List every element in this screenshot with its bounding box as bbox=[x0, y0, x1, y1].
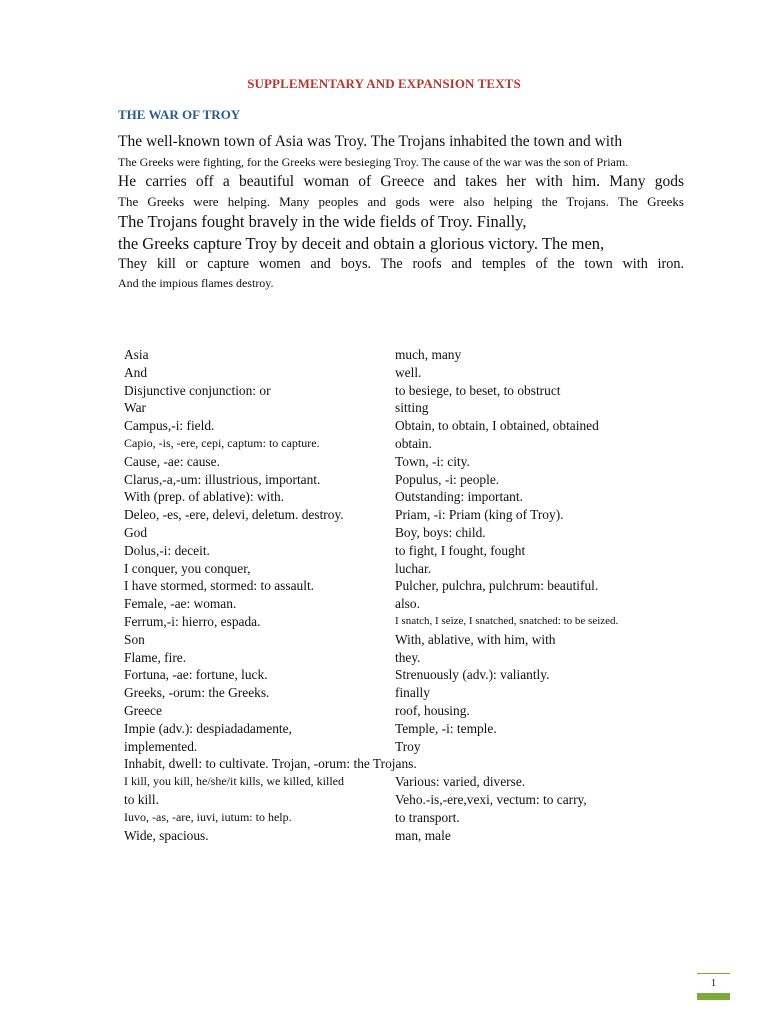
vocab-row bbox=[124, 827, 664, 845]
vocab-meaning: roof, housing. bbox=[395, 702, 470, 718]
vocab-term: I kill, you kill, he/she/it kills, we killed, killed bbox=[124, 774, 344, 789]
vocab-term: Greeks, -orum: the Greeks. bbox=[124, 685, 270, 701]
vocab-row bbox=[124, 453, 664, 471]
vocab-term: Asia bbox=[124, 347, 149, 362]
vocab-row bbox=[124, 738, 664, 756]
vocab-row bbox=[124, 488, 664, 506]
passage-line: the Greeks capture Troy by deceit and obtain a glorious victory. The men, bbox=[118, 234, 605, 253]
vocab-term: Iuvo, -as, -are, iuvi, iutum: to help. bbox=[124, 809, 292, 824]
vocab-row bbox=[124, 382, 664, 400]
vocab-term: Wide, spacious. bbox=[124, 827, 209, 843]
vocab-row bbox=[124, 649, 664, 667]
vocab-row bbox=[124, 809, 664, 827]
vocab-term: Son bbox=[124, 631, 145, 647]
vocab-term: Fortuna, -ae: fortune, luck. bbox=[124, 667, 268, 683]
passage-line: The well-known town of Asia was Troy. The Trojans inhabited the town and with bbox=[118, 133, 623, 150]
document-heading: SUPPLEMENTARY AND EXPANSION TEXTS bbox=[247, 76, 521, 91]
vocab-row bbox=[124, 631, 664, 649]
vocab-meaning: well. bbox=[395, 364, 422, 380]
vocab-row bbox=[124, 613, 664, 631]
vocab-row bbox=[124, 720, 664, 738]
vocab-term: With (prep. of ablative): with. bbox=[124, 489, 285, 505]
vocab-meaning: Pulcher, pulchra, pulchrum: beautiful. bbox=[395, 578, 599, 594]
vocab-term: I have stormed, stormed: to assault. bbox=[124, 578, 315, 594]
vocab-meaning: also. bbox=[395, 596, 420, 612]
passage-line: He carries off a beautiful woman of Greece and takes her with him. Many gods bbox=[118, 173, 684, 190]
vocab-meaning: luchar. bbox=[395, 560, 432, 576]
vocab-meaning: to besiege, to beset, to obstruct bbox=[395, 382, 561, 398]
vocab-term: I conquer, you conquer, bbox=[124, 560, 251, 576]
vocab-term: God bbox=[124, 524, 148, 540]
vocab-meaning: Various: varied, diverse. bbox=[395, 774, 526, 790]
vocab-row bbox=[124, 524, 664, 542]
vocab-meaning: I snatch, I seize, I snatched, snatched: to be seized. bbox=[395, 614, 619, 627]
passage-line: They kill or capture women and boys. The roofs and temples of the town with iron. bbox=[118, 256, 684, 272]
vocab-term: Deleo, -es, -ere, delevi, deletum. destroy. bbox=[124, 507, 344, 523]
vocab-term: Female, -ae: woman. bbox=[124, 596, 237, 612]
vocab-term: Flame, fire. bbox=[124, 649, 187, 665]
vocab-row bbox=[124, 791, 664, 809]
vocab-term: Campus,-i: field. bbox=[124, 418, 215, 434]
vocab-meaning: Veho.-is,-ere,vexi, vectum: to carry, bbox=[395, 791, 587, 807]
vocab-row bbox=[124, 435, 664, 453]
vocab-meaning: obtain. bbox=[395, 435, 432, 451]
vocab-row bbox=[124, 417, 664, 435]
vocab-meaning: to fight, I fought, fought bbox=[395, 542, 526, 558]
vocab-term: Clarus,-a,-um: illustrious, important. bbox=[124, 471, 321, 487]
passage-line: And the impious flames destroy. bbox=[118, 276, 274, 290]
vocab-row bbox=[124, 471, 664, 489]
vocab-row bbox=[124, 773, 664, 791]
vocab-meaning: Temple, -i: temple. bbox=[395, 720, 497, 736]
vocab-row bbox=[124, 595, 664, 613]
vocab-meaning: Boy, boys: child. bbox=[395, 524, 486, 540]
vocabulary-list bbox=[124, 346, 664, 844]
page-number: 1 bbox=[710, 977, 717, 989]
vocab-meaning: Outstanding: important. bbox=[395, 489, 523, 505]
vocab-meaning: Troy bbox=[395, 738, 421, 754]
passage-line: The Trojans fought bravely in the wide fields of Troy. Finally, bbox=[118, 212, 527, 231]
passage-line: The Greeks were helping. Many peoples and gods were also helping the Trojans. The Greeks bbox=[118, 194, 684, 209]
vocab-term: Greece bbox=[124, 702, 162, 718]
vocab-meaning: much, many bbox=[395, 347, 462, 362]
vocab-term: Dolus,-i: deceit. bbox=[124, 542, 210, 558]
vocab-meaning: With, ablative, with him, with bbox=[395, 631, 556, 647]
vocab-term: Cause, -ae: cause. bbox=[124, 453, 220, 469]
section-title: THE WAR OF TROY bbox=[118, 107, 241, 122]
vocab-meaning: Obtain, to obtain, I obtained, obtained bbox=[395, 418, 599, 434]
page-number-box bbox=[697, 973, 730, 1000]
vocab-term: War bbox=[124, 400, 146, 416]
vocab-meaning: to transport. bbox=[395, 809, 460, 825]
vocab-row bbox=[124, 577, 664, 595]
vocab-meaning: they. bbox=[395, 649, 421, 665]
vocab-row bbox=[124, 364, 664, 382]
vocab-row bbox=[124, 666, 664, 684]
vocab-meaning: Populus, -i: people. bbox=[395, 471, 500, 487]
vocab-term: to kill. bbox=[124, 791, 159, 807]
passage-text bbox=[118, 131, 684, 292]
vocab-meaning: sitting bbox=[395, 400, 429, 416]
vocab-row bbox=[124, 399, 664, 417]
vocab-meaning: Strenuously (adv.): valiantly. bbox=[395, 667, 550, 683]
vocab-term: Disjunctive conjunction: or bbox=[124, 382, 271, 398]
vocab-row bbox=[124, 346, 664, 364]
vocab-term: Impie (adv.): despiadadamente, bbox=[124, 720, 292, 736]
vocab-row bbox=[124, 702, 664, 720]
vocab-meaning: finally bbox=[395, 685, 430, 701]
vocab-term: Inhabit, dwell: to cultivate. Trojan, -orum: the Trojans. bbox=[124, 756, 417, 772]
passage-line: The Greeks were fighting, for the Greeks were besieging Troy. The cause of the war was the son of Priam. bbox=[118, 155, 629, 169]
page-number-bar bbox=[697, 993, 730, 1000]
vocab-meaning: man, male bbox=[395, 827, 451, 843]
vocab-row bbox=[124, 755, 664, 773]
vocab-row bbox=[124, 560, 664, 578]
vocab-row bbox=[124, 506, 664, 524]
vocab-row bbox=[124, 542, 664, 560]
vocab-term: implemented. bbox=[124, 738, 198, 754]
vocab-row bbox=[124, 684, 664, 702]
vocab-meaning: Priam, -i: Priam (king of Troy). bbox=[395, 507, 564, 523]
page-number-rule bbox=[697, 973, 730, 974]
vocab-term: Capio, -is, -ere, cepi, captum: to capture. bbox=[124, 435, 320, 450]
vocab-term: And bbox=[124, 364, 148, 380]
vocab-term: Ferrum,-i: hierro, espada. bbox=[124, 613, 261, 629]
vocab-meaning: Town, -i: city. bbox=[395, 453, 470, 469]
